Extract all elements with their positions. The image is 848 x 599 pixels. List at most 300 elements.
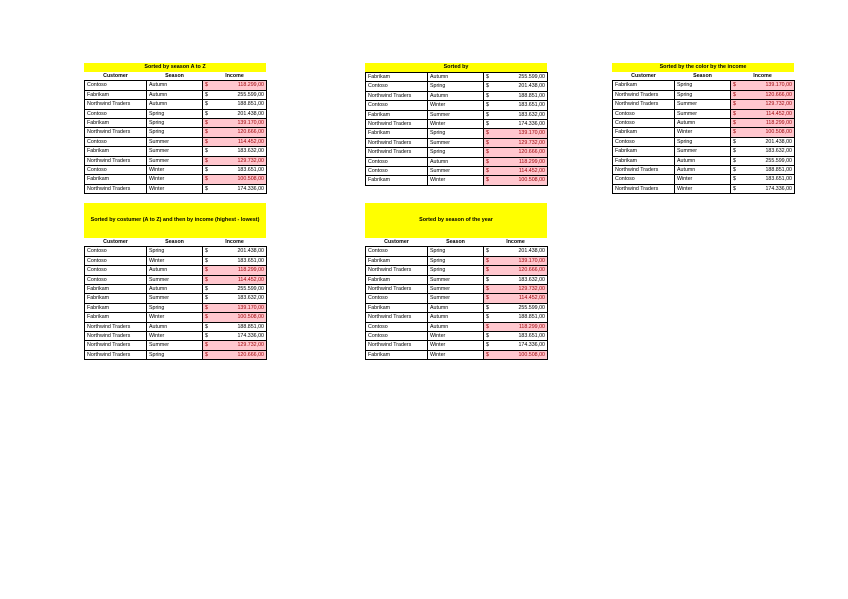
customer-cell: Northwind Traders (366, 266, 428, 275)
income-value: 129.732,00 (518, 286, 545, 293)
income-value: 114.452,00 (237, 138, 264, 145)
table-row (366, 129, 548, 138)
customer-cell: Northwind Traders (613, 90, 675, 99)
table-row (85, 119, 267, 128)
customer-cell: Fabrikam (85, 294, 147, 303)
customer-cell: Contoso (613, 119, 675, 128)
table-row (366, 350, 548, 359)
season-cell: Spring (428, 247, 484, 256)
season-cell: Autumn (675, 119, 731, 128)
customer-cell: Contoso (366, 82, 428, 91)
table-row (85, 294, 267, 303)
income-value: 100.508,00 (237, 314, 264, 321)
income-value: 100.508,00 (237, 176, 264, 183)
table-row (85, 313, 267, 322)
season-cell: Summer (675, 100, 731, 109)
table-row (613, 137, 795, 146)
customer-header: Customer (613, 72, 675, 81)
income-value: 139.170,00 (237, 120, 264, 127)
income-value: 201.438,00 (765, 138, 792, 145)
table-row (366, 101, 548, 110)
season-cell: Winter (428, 101, 484, 110)
data-table (84, 72, 267, 194)
currency-symbol: $ (486, 351, 489, 358)
income-value: 118.299,00 (765, 120, 792, 127)
table-row (85, 275, 267, 284)
currency-symbol: $ (205, 295, 208, 302)
income-value: 183.632,00 (237, 148, 264, 155)
season-cell: Winter (428, 176, 484, 185)
season-cell: Winter (675, 184, 731, 193)
table-row (366, 148, 548, 157)
income-cell (484, 73, 548, 82)
income-value: 188.851,00 (765, 167, 792, 174)
table-row (366, 82, 548, 91)
income-value: 114.452,00 (765, 110, 792, 117)
currency-symbol: $ (486, 130, 489, 137)
income-value: 201.438,00 (518, 248, 545, 255)
currency-symbol: $ (733, 148, 736, 155)
income-cell (484, 157, 548, 166)
season-header: Season (147, 238, 203, 247)
income-cell (203, 175, 267, 184)
income-cell (203, 350, 267, 359)
income-cell (203, 285, 267, 294)
income-cell (203, 313, 267, 322)
table-sorted-by-season-a-to-z (84, 63, 267, 194)
table-row (366, 256, 548, 265)
table-row (613, 109, 795, 118)
season-cell: Winter (147, 332, 203, 341)
income-value: 114.452,00 (237, 276, 264, 283)
income-cell (731, 137, 795, 146)
table-row (366, 322, 548, 331)
income-value: 120.666,00 (518, 267, 545, 274)
income-cell (484, 110, 548, 119)
season-cell: Winter (147, 166, 203, 175)
table-title: Sorted by (365, 63, 547, 72)
income-cell (731, 175, 795, 184)
currency-symbol: $ (205, 248, 208, 255)
income-value: 174.336,00 (765, 185, 792, 192)
currency-symbol: $ (486, 304, 489, 311)
income-cell (203, 266, 267, 275)
currency-symbol: $ (205, 176, 208, 183)
income-value: 120.666,00 (237, 351, 264, 358)
header-row (85, 72, 267, 81)
table-row (366, 266, 548, 275)
table-title: Sorted by season of the year (365, 203, 547, 238)
income-cell (484, 341, 548, 350)
season-cell: Spring (428, 129, 484, 138)
season-cell: Autumn (147, 81, 203, 90)
table-row (366, 91, 548, 100)
income-value: 201.438,00 (237, 248, 264, 255)
table-row (613, 128, 795, 137)
currency-symbol: $ (733, 110, 736, 117)
currency-symbol: $ (205, 286, 208, 293)
customer-cell: Fabrikam (85, 303, 147, 312)
table-row (366, 341, 548, 350)
income-value: 129.732,00 (518, 139, 545, 146)
season-cell: Autumn (428, 91, 484, 100)
currency-symbol: $ (486, 248, 489, 255)
income-value: 120.666,00 (765, 91, 792, 98)
currency-symbol: $ (486, 158, 489, 165)
customer-cell: Northwind Traders (366, 148, 428, 157)
customer-cell: Fabrikam (613, 81, 675, 90)
customer-cell: Contoso (366, 101, 428, 110)
income-value: 183.651,00 (518, 102, 545, 109)
income-cell (203, 184, 267, 193)
customer-cell: Fabrikam (366, 275, 428, 284)
table-row (613, 100, 795, 109)
season-header: Season (428, 238, 484, 247)
currency-symbol: $ (733, 167, 736, 174)
currency-symbol: $ (205, 267, 208, 274)
currency-symbol: $ (205, 323, 208, 330)
income-cell (203, 275, 267, 284)
income-cell (484, 176, 548, 185)
data-table (612, 72, 795, 194)
season-cell: Winter (428, 350, 484, 359)
data-table (84, 238, 267, 360)
season-cell: Winter (675, 128, 731, 137)
currency-symbol: $ (733, 91, 736, 98)
table-row (366, 120, 548, 129)
income-value: 174.336,00 (518, 121, 545, 128)
currency-symbol: $ (486, 276, 489, 283)
currency-symbol: $ (486, 177, 489, 184)
income-cell (203, 332, 267, 341)
season-cell: Autumn (147, 100, 203, 109)
income-cell (203, 322, 267, 331)
customer-cell: Northwind Traders (85, 100, 147, 109)
currency-symbol: $ (205, 120, 208, 127)
season-cell: Spring (428, 82, 484, 91)
currency-symbol: $ (733, 101, 736, 108)
customer-cell: Northwind Traders (366, 341, 428, 350)
table-row (366, 247, 548, 256)
currency-symbol: $ (733, 138, 736, 145)
customer-cell: Contoso (366, 322, 428, 331)
table-row (85, 81, 267, 90)
table-row (85, 322, 267, 331)
currency-symbol: $ (486, 168, 489, 175)
currency-symbol: $ (486, 257, 489, 264)
income-cell (484, 167, 548, 176)
currency-symbol: $ (205, 314, 208, 321)
customer-cell: Northwind Traders (366, 138, 428, 147)
table-row (85, 128, 267, 137)
customer-cell: Northwind Traders (85, 341, 147, 350)
customer-cell: Contoso (85, 137, 147, 146)
currency-symbol: $ (205, 351, 208, 358)
table-row (366, 167, 548, 176)
customer-cell: Northwind Traders (366, 91, 428, 100)
currency-symbol: $ (733, 129, 736, 136)
customer-cell: Contoso (85, 275, 147, 284)
header-row (613, 72, 795, 81)
income-value: 188.851,00 (518, 314, 545, 321)
customer-cell: Fabrikam (366, 110, 428, 119)
income-value: 183.651,00 (518, 333, 545, 340)
season-cell: Autumn (428, 303, 484, 312)
income-cell (484, 350, 548, 359)
currency-symbol: $ (205, 304, 208, 311)
income-value: 139.170,00 (237, 304, 264, 311)
currency-symbol: $ (486, 342, 489, 349)
income-value: 129.732,00 (765, 101, 792, 108)
currency-symbol: $ (205, 333, 208, 340)
season-cell: Spring (147, 350, 203, 359)
income-value: 183.651,00 (765, 176, 792, 183)
table-row (85, 166, 267, 175)
income-cell (203, 119, 267, 128)
season-cell: Autumn (675, 156, 731, 165)
customer-header: Customer (366, 238, 428, 247)
income-cell (484, 285, 548, 294)
income-value: 100.508,00 (518, 177, 545, 184)
season-cell: Winter (147, 184, 203, 193)
currency-symbol: $ (205, 101, 208, 108)
customer-cell: Northwind Traders (613, 100, 675, 109)
customer-cell: Fabrikam (85, 175, 147, 184)
customer-cell: Contoso (366, 294, 428, 303)
table-row (366, 157, 548, 166)
income-value: 255.599,00 (765, 157, 792, 164)
income-cell (731, 100, 795, 109)
income-cell (203, 341, 267, 350)
income-header: Income (203, 72, 267, 81)
table-row (85, 303, 267, 312)
table-sorted-by (365, 63, 548, 186)
income-cell (484, 256, 548, 265)
season-cell: Autumn (428, 313, 484, 322)
income-value: 174.336,00 (237, 333, 264, 340)
customer-cell: Northwind Traders (366, 313, 428, 322)
income-cell (203, 100, 267, 109)
customer-cell: Contoso (613, 137, 675, 146)
income-cell (484, 101, 548, 110)
season-cell: Spring (147, 303, 203, 312)
income-cell (203, 128, 267, 137)
income-value: 139.170,00 (765, 82, 792, 89)
currency-symbol: $ (486, 102, 489, 109)
table-row (85, 147, 267, 156)
customer-cell: Contoso (613, 109, 675, 118)
income-cell (484, 138, 548, 147)
income-value: 100.508,00 (518, 351, 545, 358)
season-cell: Summer (675, 109, 731, 118)
income-value: 120.666,00 (237, 129, 264, 136)
currency-symbol: $ (205, 167, 208, 174)
income-cell (484, 82, 548, 91)
season-cell: Autumn (428, 157, 484, 166)
income-value: 129.732,00 (237, 157, 264, 164)
income-cell (731, 109, 795, 118)
customer-header: Customer (85, 238, 147, 247)
currency-symbol: $ (205, 257, 208, 264)
customer-cell: Northwind Traders (85, 332, 147, 341)
income-value: 255.599,00 (237, 91, 264, 98)
table-row (366, 303, 548, 312)
table-row (85, 332, 267, 341)
income-value: 183.632,00 (518, 276, 545, 283)
currency-symbol: $ (486, 323, 489, 330)
table-row (85, 266, 267, 275)
customer-cell: Northwind Traders (366, 120, 428, 129)
table-row (613, 81, 795, 90)
season-cell: Autumn (428, 322, 484, 331)
income-value: 183.651,00 (237, 167, 264, 174)
table-row (366, 332, 548, 341)
customer-cell: Fabrikam (85, 285, 147, 294)
income-cell (484, 266, 548, 275)
currency-symbol: $ (733, 185, 736, 192)
table-row (85, 256, 267, 265)
income-cell (731, 166, 795, 175)
income-value: 188.851,00 (518, 92, 545, 99)
table-row (366, 275, 548, 284)
season-cell: Spring (428, 148, 484, 157)
table-row (85, 137, 267, 146)
table-row (613, 175, 795, 184)
income-cell (484, 303, 548, 312)
customer-cell: Contoso (85, 266, 147, 275)
table-row (613, 156, 795, 165)
currency-symbol: $ (486, 333, 489, 340)
season-cell: Winter (428, 341, 484, 350)
season-cell: Winter (428, 120, 484, 129)
table-sorted-by-color (612, 63, 795, 194)
table-sorted-by-season-of-year (365, 203, 548, 360)
customer-cell: Contoso (85, 247, 147, 256)
income-cell (203, 156, 267, 165)
customer-cell: Fabrikam (613, 156, 675, 165)
season-cell: Summer (428, 275, 484, 284)
income-value: 174.336,00 (518, 342, 545, 349)
season-cell: Summer (428, 138, 484, 147)
season-cell: Autumn (147, 322, 203, 331)
table-row (85, 350, 267, 359)
income-value: 188.851,00 (237, 101, 264, 108)
currency-symbol: $ (205, 148, 208, 155)
season-cell: Spring (428, 256, 484, 265)
season-cell: Spring (147, 109, 203, 118)
currency-symbol: $ (205, 138, 208, 145)
data-table (365, 238, 548, 360)
table-row (613, 119, 795, 128)
customer-cell: Contoso (85, 81, 147, 90)
season-cell: Spring (675, 90, 731, 99)
customer-cell: Fabrikam (85, 119, 147, 128)
customer-cell: Northwind Traders (366, 285, 428, 294)
currency-symbol: $ (486, 121, 489, 128)
income-value: 255.599,00 (518, 74, 545, 80)
season-cell: Spring (428, 266, 484, 275)
season-cell: Summer (147, 147, 203, 156)
income-value: 183.632,00 (237, 295, 264, 302)
income-value: 118.299,00 (237, 82, 264, 89)
customer-cell: Contoso (85, 166, 147, 175)
table-title: Sorted by season A to Z (84, 63, 266, 72)
season-cell: Autumn (147, 90, 203, 99)
customer-cell: Northwind Traders (613, 166, 675, 175)
table-row (85, 90, 267, 99)
table-row (366, 176, 548, 185)
customer-cell: Northwind Traders (85, 350, 147, 359)
income-cell (484, 313, 548, 322)
income-cell (731, 147, 795, 156)
season-cell: Summer (675, 147, 731, 156)
season-cell: Summer (428, 110, 484, 119)
income-header: Income (484, 238, 548, 247)
season-cell: Summer (428, 294, 484, 303)
currency-symbol: $ (205, 185, 208, 192)
customer-cell: Contoso (85, 109, 147, 118)
income-value: 118.299,00 (518, 323, 545, 330)
table-row (366, 73, 548, 82)
income-cell (203, 247, 267, 256)
currency-symbol: $ (733, 120, 736, 127)
income-cell (203, 294, 267, 303)
customer-cell: Fabrikam (366, 303, 428, 312)
income-cell (484, 247, 548, 256)
currency-symbol: $ (205, 157, 208, 164)
income-value: 183.632,00 (765, 148, 792, 155)
customer-header: Customer (85, 72, 147, 81)
table-row (85, 247, 267, 256)
income-cell (484, 129, 548, 138)
customer-cell: Northwind Traders (85, 156, 147, 165)
income-cell (203, 109, 267, 118)
income-value: 139.170,00 (518, 130, 545, 137)
season-cell: Autumn (428, 73, 484, 82)
customer-cell: Fabrikam (366, 350, 428, 359)
table-row (85, 156, 267, 165)
currency-symbol: $ (733, 176, 736, 183)
table-row (613, 184, 795, 193)
customer-cell: Fabrikam (85, 313, 147, 322)
customer-cell: Contoso (366, 247, 428, 256)
currency-symbol: $ (205, 129, 208, 136)
table-sorted-by-customer-then-income (84, 203, 267, 360)
income-value: 114.452,00 (518, 295, 545, 302)
income-cell (484, 91, 548, 100)
season-cell: Summer (147, 156, 203, 165)
income-cell (484, 120, 548, 129)
customer-cell: Northwind Traders (85, 322, 147, 331)
currency-symbol: $ (205, 276, 208, 283)
table-title: Sorted by costumer (A to Z) and then by income (highest - lowest) (84, 203, 266, 238)
data-table (365, 72, 548, 186)
table-row (85, 184, 267, 193)
currency-symbol: $ (733, 157, 736, 164)
table-row (85, 175, 267, 184)
income-cell (203, 90, 267, 99)
customer-cell: Fabrikam (613, 147, 675, 156)
season-cell: Spring (675, 81, 731, 90)
income-cell (731, 90, 795, 99)
income-cell (203, 303, 267, 312)
season-cell: Spring (147, 128, 203, 137)
currency-symbol: $ (486, 314, 489, 321)
season-cell: Summer (147, 275, 203, 284)
season-cell: Winter (147, 256, 203, 265)
income-value: 183.632,00 (518, 111, 545, 118)
table-row (85, 341, 267, 350)
